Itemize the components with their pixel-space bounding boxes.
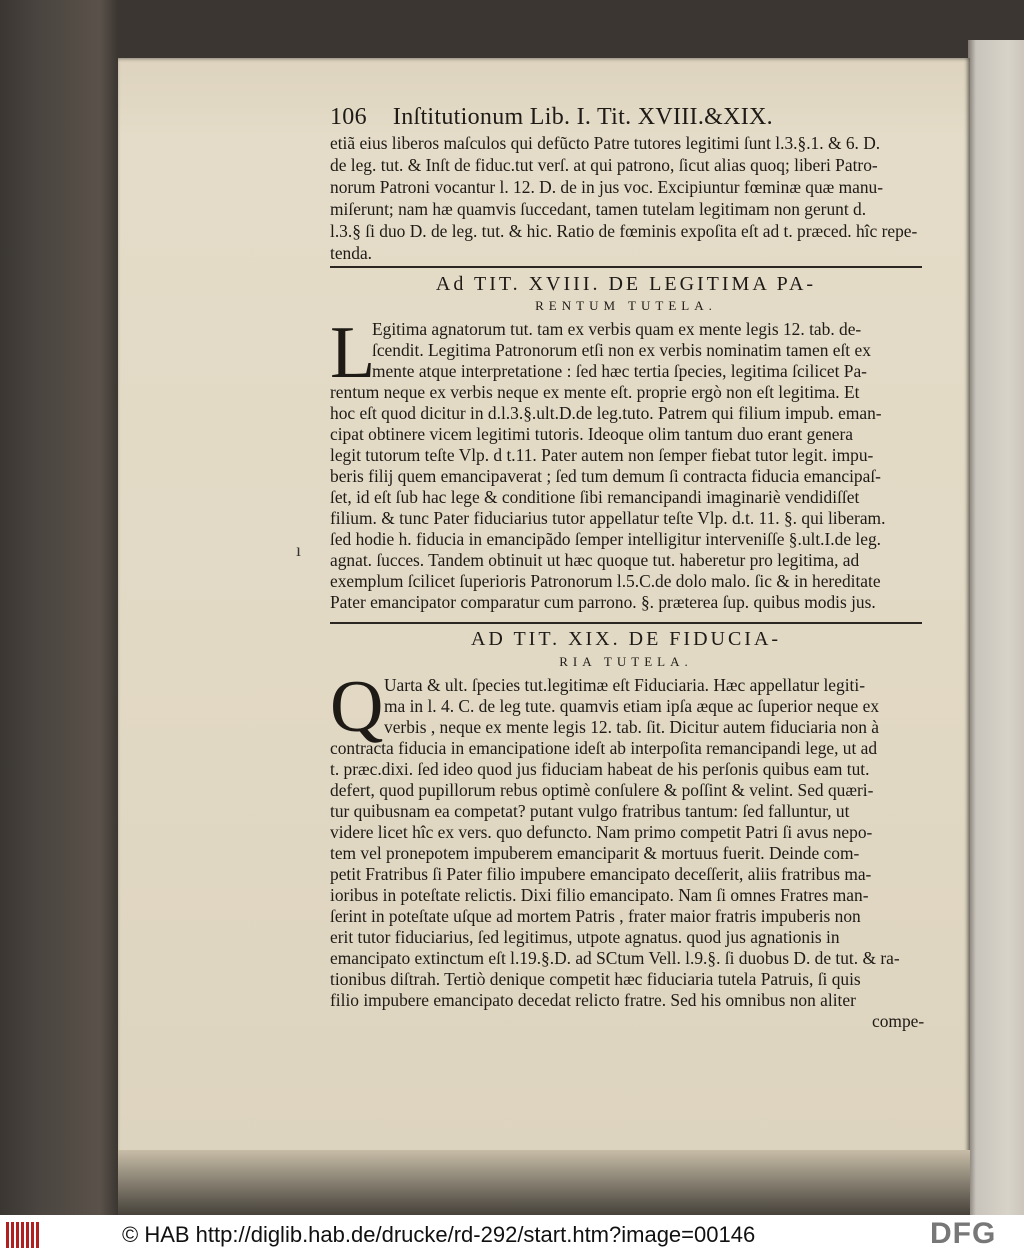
section-line: contracta fiducia in emancipatione ideſt ab interpoſita remancipandi lege, ut ad bbox=[330, 738, 878, 758]
intro-line: norum Patroni vocantur l. 12. D. de in jus voc. Excipiuntur fœminæ quæ manu- bbox=[330, 177, 884, 197]
running-title: Inſtitutionum Lib. I. Tit. XVIII.&XIX. bbox=[392, 104, 773, 130]
intro-line: l.3.§ ſi duo D. de leg. tut. & hic. Ratio de fœminis expoſita eſt ad t. præced. hîc repe- bbox=[330, 221, 918, 241]
intro-line: tenda. bbox=[330, 243, 373, 263]
section-line: ſerint in poteſtate uſque ad mortem Patris , frater maior fratris impuberis non bbox=[330, 906, 861, 926]
section-line: legit tutorum teſte Vlp. d t.11. Pater autem non ſemper fiebat tutor legit. impu- bbox=[330, 445, 874, 465]
section-line: ma in l. 4. C. de leg tute. quamvis etiam ipſa æque ac ſuperior neque ex bbox=[384, 696, 880, 716]
section-line: Egitima agnatorum tut. tam ex verbis quam ex mente legis 12. tab. de- bbox=[372, 319, 862, 339]
section-line: tionibus diſtrah. Tertiò denique competit hæc fiduciaria tutela Patruis, ſi quis bbox=[330, 969, 861, 989]
section-line: emancipato extinctum eſt l.19.§.D. ad SCtum Vell. l.9.§. ſi duobus D. de tut. & ra- bbox=[330, 948, 900, 968]
section-line: petit Fratribus ſi Pater filio impubere emancipato deceſſerit, aliis fratribus ma- bbox=[330, 864, 872, 884]
section-line: ſed hodie h. fiducia in emancipãdo ſemper intelligitur interveniſſe §.ult.I.de leg. bbox=[330, 529, 882, 549]
copyright-link[interactable]: © HAB http://diglib.hab.de/drucke/rd-292/start.htm?image=00146 bbox=[122, 1222, 756, 1247]
section-line: mente atque interpretatione : ſed hæc tertia ſpecies, legitima ſcilicet Pa- bbox=[372, 361, 867, 381]
catchword: compe- bbox=[872, 1011, 925, 1031]
section-line: t. præc.dixi. ſed ideo quod jus fiduciam habeat de his perſonis quibus eam tut. bbox=[330, 759, 870, 779]
intro-line: miſerunt; nam hæ quamvis ſuccedant, tamen tutelam legitimam non gerunt d. bbox=[330, 199, 867, 219]
margin-mark: ı bbox=[296, 540, 302, 560]
section-line: erit tutor fiduciarius, ſed legitimus, utpote agnatus. quod jus agnationis in bbox=[330, 927, 840, 947]
section-line: ſet, id eſt ſub hac lege & conditione ſibi remancipandi imaginariè vendidiſſet bbox=[330, 487, 860, 507]
section-line: ioribus in poteſtate relictis. Dixi filio emancipato. Nam ſi omnes Fratres man- bbox=[330, 885, 869, 905]
section-heading: Ad TIT. XVIII. DE LEGITIMA PA- bbox=[435, 273, 817, 295]
page-bottom-edge bbox=[118, 1150, 970, 1220]
section-line: videre licet hîc ex vers. quo defuncto. Nam primo competit Patri ſi avus nepo- bbox=[330, 822, 873, 842]
drop-cap: Q bbox=[330, 666, 384, 748]
section-subheading: RENTUM TUTELA. bbox=[535, 298, 717, 313]
section-line: Pater emancipator comparatur cum parrono. §. præterea ſup. quibus modis jus. bbox=[330, 592, 876, 612]
section-line: filium. & tunc Pater fiduciarius tutor appellatur teſte Vlp. d.t. 11. §. qui liberam. bbox=[330, 508, 886, 528]
section-divider bbox=[330, 266, 922, 268]
opposite-page-edge bbox=[968, 40, 1024, 1215]
section-line: agnat. ſucces. Tandem obtinuit ut hæc quoque tut. haberetur pro legitima, ad bbox=[330, 550, 860, 570]
section-line: exemplum ſcilicet ſuperioris Patronorum l.5.C.de dolo malo. ſic & in hereditate bbox=[330, 571, 881, 591]
section-line: defert, quod pupillorum rebus optimè conſulere & poſſint & velint. Sed quæri- bbox=[330, 780, 874, 800]
page-number: 106 bbox=[330, 104, 367, 130]
hab-logo-icon bbox=[6, 1222, 46, 1248]
section-line: tem vel pronepotem impuberem emanciparit & mortuus fuerit. Deinde com- bbox=[330, 843, 860, 863]
section-heading: AD TIT. XIX. DE FIDUCIA- bbox=[470, 628, 782, 650]
section-divider bbox=[330, 622, 922, 624]
drop-cap: L bbox=[330, 312, 376, 394]
section-line: beris filij quem emancipaverat ; ſed tum demum ſi contracta fiducia emancipaſ- bbox=[330, 466, 881, 486]
section-line: cipat obtinere vicem legitimi tutoris. Ideoque olim tantum duo erant genera bbox=[330, 424, 854, 444]
intro-line: de leg. tut. & Inſt de fiduc.tut verſ. at qui patrono, ſicut alias quoq; liberi Patro- bbox=[330, 155, 878, 175]
running-head bbox=[330, 104, 773, 131]
section-line: rentum neque ex verbis neque ex mente eſt. proprie ergò non eſt legitima. Et bbox=[330, 382, 860, 402]
section-subheading: RIA TUTELA. bbox=[559, 654, 693, 669]
section-line: ſcendit. Legitima Patronorum etſi non ex verbis nominatim tamen eſt ex bbox=[372, 340, 871, 360]
section-line: hoc eſt quod dicitur in d.l.3.§.ult.D.de leg.tuto. Patrem qui filium impub. eman- bbox=[330, 403, 882, 423]
dfg-logo: DFG bbox=[930, 1217, 997, 1250]
intro-line: etiã eius liberos maſculos qui defũcto Patre tutores legitimi ſunt l.3.§.1. & 6. D. bbox=[330, 133, 881, 153]
section-line: verbis , neque ex mente legis 12. tab. ſit. Dicitur autem fiduciaria non à bbox=[384, 717, 879, 737]
section-line: tur quibusnam ea competat? putant vulgo fratribus tantum: ſed falluntur, ut bbox=[330, 801, 850, 821]
section-line: filio impubere emancipato decedat relicto fratre. Sed his omnibus non aliter bbox=[330, 990, 856, 1010]
section-line: Uarta & ult. ſpecies tut.legitimæ eſt Fiduciaria. Hæc appellatur legiti- bbox=[384, 675, 866, 695]
